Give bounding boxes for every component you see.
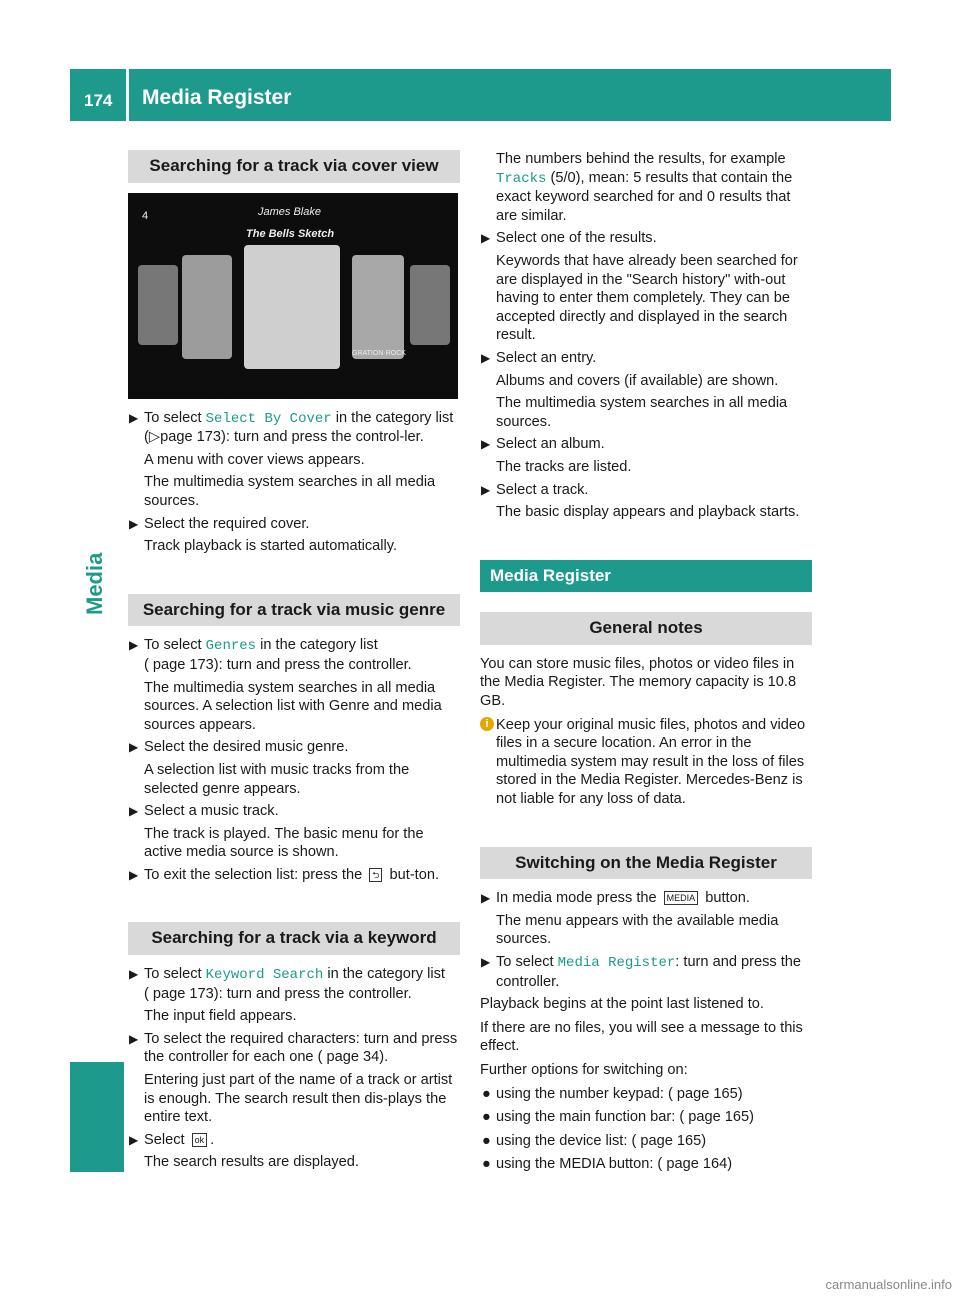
step-result: A menu with cover views appears. [144,451,365,468]
album-cover [138,265,178,345]
album-cover [352,255,404,359]
info-note: i Keep your original music files, photos and video files in a secure location. An error in the multimedia system may result in the loss of files stored in the Media Register. Mercedes-Benz is not liable for any loss of data. [480,716,812,809]
arrow-icon: ▶ [481,437,491,452]
header-divider [126,69,129,121]
album-cover-selected [244,245,340,369]
step: ▶ Select an entry. [481,349,597,366]
arrow-icon: ▶ [481,891,491,906]
step: ▶ In media mode press the MEDIA button. [481,890,750,907]
bullet-item: ● using the MEDIA button: ( page 164) [482,1156,733,1173]
step: ▶ To select Keyword Search in the category list ( page 173): turn and press the controller. [129,966,445,1002]
step-result: The multimedia system searches in all media sources. [496,395,788,430]
bullet-item: ● using the main function bar: ( page 165) [482,1109,754,1126]
results-explanation: The numbers behind the results, for example Tracks (5/0), mean: 5 results that contain the exact keyword searched for and 0 results that are similar. [496,151,793,224]
step-result: Keywords that have already been searched for are displayed in the "Search history" with-out having to enter them completely. They can be accepted directly and displayed in the search result. [496,252,798,344]
step: ▶ Select a music track. [129,803,279,820]
step-result: The multimedia system searches in all media sources. [144,474,436,509]
step-result: Track playback is started automatically. [144,538,398,555]
section-heading-media-register: Media Register [480,560,812,593]
side-chapter-block [70,1062,124,1172]
section-heading-music-genre: Searching for a track via music genre [128,594,460,627]
step: ▶ Select ok . [129,1131,215,1148]
arrow-icon: ▶ [481,955,491,969]
step-result: The menu appears with the available media sources. [496,912,779,948]
cover-view-screenshot [128,193,458,399]
arrow-icon: ▶ [129,967,139,982]
paragraph: If there are no files, you will see a message to this effect. [480,1019,803,1055]
arrow-icon: ▶ [129,867,139,882]
section-heading-cover-view: Searching for a track via cover view [128,150,460,183]
left-column [128,150,460,1176]
step-result: Albums and covers (if available) are shown. [496,372,779,389]
step: ▶ To exit the selection list: press the ⮌ but-ton. [129,866,440,883]
page-number: 174 [84,91,113,110]
header-title: Media Register [142,86,292,109]
arrow-icon: ▶ [129,516,139,531]
step: ▶ Select the desired music genre. [129,739,349,756]
arrow-icon: ▶ [129,410,139,425]
album-cover [410,265,450,345]
menu-item-genres: Genres [205,638,257,655]
ok-key-icon: ok [192,1133,208,1147]
page-header [70,69,891,121]
album-cover [182,255,232,359]
right-column [480,150,812,1179]
side-chapter-label: Media [82,552,107,615]
arrow-icon: ▶ [129,804,139,819]
step-result: The track is played. The basic menu for the active media source is shown. [144,825,424,861]
bullet-item: ● using the device list: ( page 165) [482,1132,707,1149]
step: ▶ Select a track. [481,481,589,498]
step: ▶ To select Media Register: turn and press the controller. [481,954,802,990]
menu-item-tracks: Tracks [496,170,547,187]
step: ▶ Select an album. [481,436,605,453]
arrow-icon: ▶ [129,1031,139,1046]
step-result: The input field appears. [144,1008,297,1025]
album-name: The Bells Sketch [246,227,335,240]
track-number: 4 [142,209,149,222]
paragraph: You can store music files, photos or video files in the Media Register. The memory capacity is 10.8 GB. [480,655,797,710]
media-key-icon: MEDIA [664,891,699,905]
page-ref-icon: ▷ [148,429,161,446]
step-result: The basic display appears and playback starts. [496,504,800,521]
paragraph: Further options for switching on: [480,1061,688,1078]
arrow-icon: ▶ [129,740,139,755]
arrow-icon: ▶ [481,350,491,365]
right-cover-label: GRATION·ROCK [352,349,406,357]
arrow-icon: ▶ [481,231,491,246]
arrow-icon: ▶ [481,482,491,497]
arrow-icon: ▶ [129,1132,139,1147]
bullet-item: ● using the number keypad: ( page 165) [482,1085,743,1102]
step: ▶ To select Select By Cover in the category list (▷page 173): turn and press the control-ler. [129,409,454,446]
step: ▶ Select one of the results. [481,230,657,247]
paragraph: Playback begins at the point last listened to. [480,996,764,1013]
back-key-icon: ⮌ [369,868,382,882]
section-heading-keyword: Searching for a track via a keyword [128,922,460,955]
section-heading-switching-on: Switching on the Media Register [480,847,812,880]
step-result: The search results are displayed. [144,1154,359,1171]
section-heading-general-notes: General notes [480,612,812,645]
step-result: The multimedia system searches in all media sources. A selection list with Genre and media sources appears. [144,679,442,733]
step: ▶ Select the required cover. [129,515,310,532]
step: ▶ To select Genres in the category list ( page 173): turn and press the controller. [129,637,412,673]
step: ▶ To select the required characters: turn and press the controller for each one ( page 34). [129,1030,458,1066]
menu-item-media-register: Media Register [557,955,676,971]
menu-item-keyword-search: Keyword Search [205,967,324,984]
artist-name: James Blake [258,205,321,218]
step-result: A selection list with music tracks from the selected genre appears. [144,761,410,797]
menu-item-select-by-cover: Select By Cover [205,410,332,427]
step-result: Entering just part of the name of a track or artist is enough. The search result then dis-plays the entire text. [144,1072,453,1126]
step-result: The tracks are listed. [496,458,632,475]
footer-watermark: carmanualsonline.info [825,1277,952,1292]
info-icon: i [480,717,494,731]
arrow-icon: ▶ [129,638,139,653]
